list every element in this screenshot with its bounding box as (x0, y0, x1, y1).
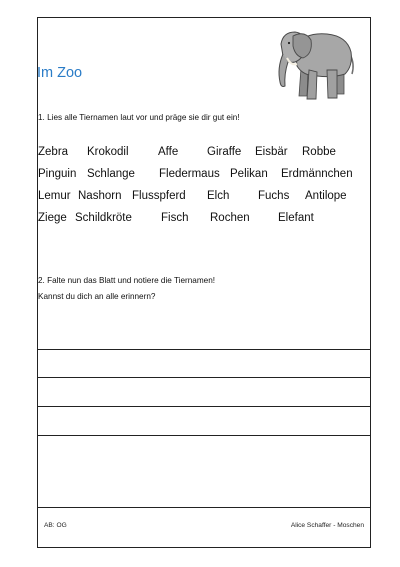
page-title: Im Zoo (37, 65, 83, 81)
task-2-question: Kannst du dich an alle erinnern? (38, 292, 156, 301)
animal-word: Zebra (38, 146, 69, 158)
writing-line (37, 435, 371, 436)
animal-word: Krokodil (87, 146, 129, 158)
animal-word: Erdmännchen (281, 168, 353, 180)
animal-word: Giraffe (207, 146, 242, 158)
animal-word: Rochen (210, 212, 250, 224)
footer-author: Alice Schaffer - Moschen (290, 522, 364, 529)
animal-word: Antilope (305, 190, 347, 202)
animal-word: Eisbär (255, 146, 288, 158)
elephant-icon (271, 24, 357, 102)
animal-word: Schlange (87, 168, 135, 180)
writing-line (37, 377, 371, 378)
animal-word: Ziege (38, 212, 67, 224)
animal-word: Affe (158, 146, 179, 158)
animal-word: Fisch (161, 212, 189, 224)
task-2-instruction: 2. Falte nun das Blatt und notiere die Tiernamen! (38, 276, 216, 285)
footer-code: AB: OG (44, 522, 67, 529)
animal-word: Schildkröte (75, 212, 132, 224)
animal-word: Fledermaus (159, 168, 220, 180)
animal-word: Fuchs (258, 190, 290, 202)
footer-divider (37, 507, 371, 508)
animal-word: Pinguin (38, 168, 77, 180)
writing-line (37, 406, 371, 407)
animal-word: Elefant (278, 212, 314, 224)
animal-word: Nashorn (78, 190, 122, 202)
task-1-instruction: 1. Lies alle Tiernamen laut vor und präge sie dir gut ein! (38, 113, 240, 122)
animal-word: Flusspferd (132, 190, 186, 202)
writing-line (37, 349, 371, 350)
animal-word: Lemur (38, 190, 71, 202)
animal-word: Elch (207, 190, 230, 202)
animal-word: Pelikan (230, 168, 268, 180)
animal-word: Robbe (302, 146, 336, 158)
